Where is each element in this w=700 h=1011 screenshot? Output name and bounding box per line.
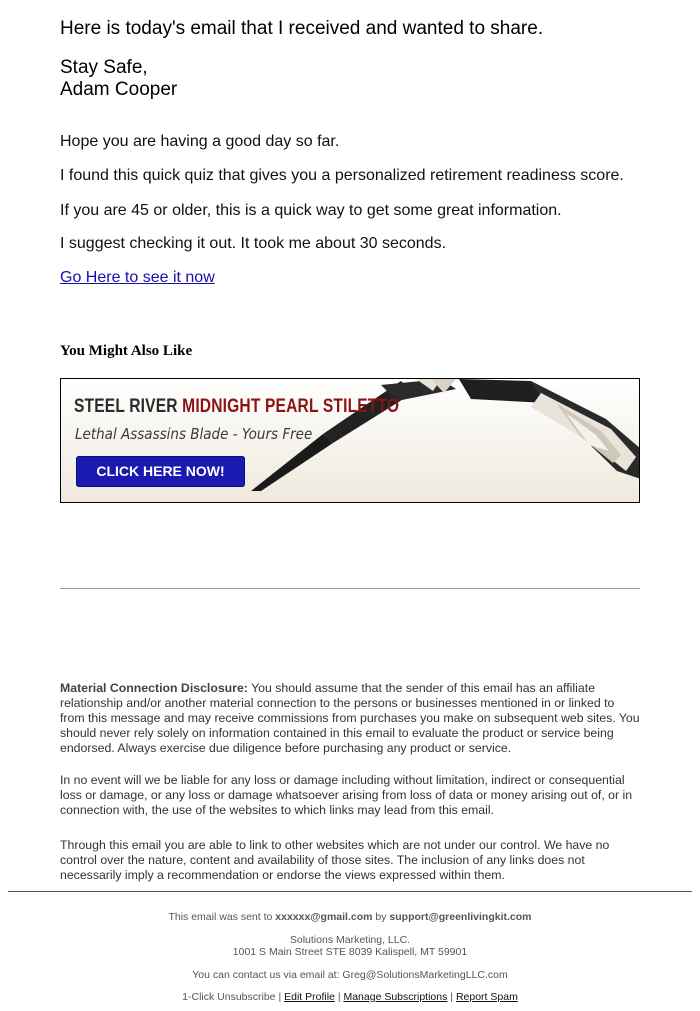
go-here-link[interactable]: Go Here to see it now: [60, 269, 215, 286]
divider: [60, 588, 640, 589]
company-name: Solutions Marketing, LLC.: [289, 934, 411, 946]
paragraph: Hope you are having a good day so far.: [60, 133, 340, 150]
banner-subtitle: Lethal Assassins Blade - Yours Free: [75, 425, 313, 443]
sender-email: support@greenlivingkit.com: [389, 911, 532, 923]
disclosure-paragraph: [60, 681, 640, 756]
sent-by: by: [372, 911, 390, 923]
separator: |: [450, 991, 454, 1003]
footer-links: [0, 991, 700, 1003]
banner-title-brand: STEEL RIVER: [74, 396, 178, 417]
contact-line: You can contact us via email at: Greg@SolutionsMarketingLLC.com: [192, 969, 508, 981]
banner-title-product: MIDNIGHT PEARL STILETTO: [182, 396, 400, 417]
stiletto-ad-banner[interactable]: [60, 378, 640, 503]
manage-subscriptions-link[interactable]: Manage Subscriptions: [343, 991, 448, 1003]
banner-title: [74, 396, 399, 418]
disclosure-label: Material Connection Disclosure:: [60, 681, 248, 695]
separator: |: [337, 991, 341, 1003]
disclosure-text: You should assume that the sender of this email has an affiliate relationship and/or another material connection to the persons or businesses mentioned in or linked to from this message and may receive commissions from purchases you make on subsequent web sites. You should never rely solely on information contained in this email to evaluate the product or service being endorsed. Always exercise due diligence before purchasing any product or service.: [60, 681, 640, 755]
liability-paragraph: In no event will we be liable for any loss or damage including without limitation, indirect or consequential loss or damage, or any loss or damage whatsoever arising from loss of data or money arising out of, or in connection with, the use of the websites to which links may lead from this email.: [60, 773, 633, 817]
signoff: [60, 57, 177, 101]
signoff-line: Stay Safe,: [60, 57, 148, 78]
paragraph: If you are 45 or older, this is a quick way to get some great information.: [60, 202, 562, 219]
paragraph: I found this quick quiz that gives you a personalized retirement readiness score.: [60, 167, 624, 184]
paragraph: I suggest checking it out. It took me about 30 seconds.: [60, 235, 447, 252]
sent-prefix: This email was sent to: [168, 911, 276, 923]
report-spam-link[interactable]: Report Spam: [455, 991, 518, 1003]
separator: |: [278, 991, 282, 1003]
edit-profile-link[interactable]: Edit Profile: [284, 991, 335, 1003]
one-click-unsubscribe-link[interactable]: 1-Click Unsubscribe: [182, 991, 276, 1003]
recipient-email: xxxxxx@gmail.com: [275, 911, 373, 923]
sender-name: Adam Cooper: [60, 79, 178, 100]
intro-text: Here is today's email that I received and wanted to share.: [60, 18, 544, 39]
external-links-paragraph: Through this email you are able to link to other websites which are not under our control. We have no control over the nature, content and availability of those sites. The inclusion of any links does not necessarily imply a recommendation or endorse the views expressed within them.: [60, 838, 610, 882]
footer-divider: [8, 891, 692, 892]
sent-to-line: [0, 911, 700, 923]
company-address: 1001 S Main Street STE 8039 Kalispell, MT 59901: [232, 946, 468, 958]
you-might-also-like-heading: You Might Also Like: [60, 343, 193, 359]
click-here-now-button[interactable]: CLICK HERE NOW!: [76, 456, 245, 487]
